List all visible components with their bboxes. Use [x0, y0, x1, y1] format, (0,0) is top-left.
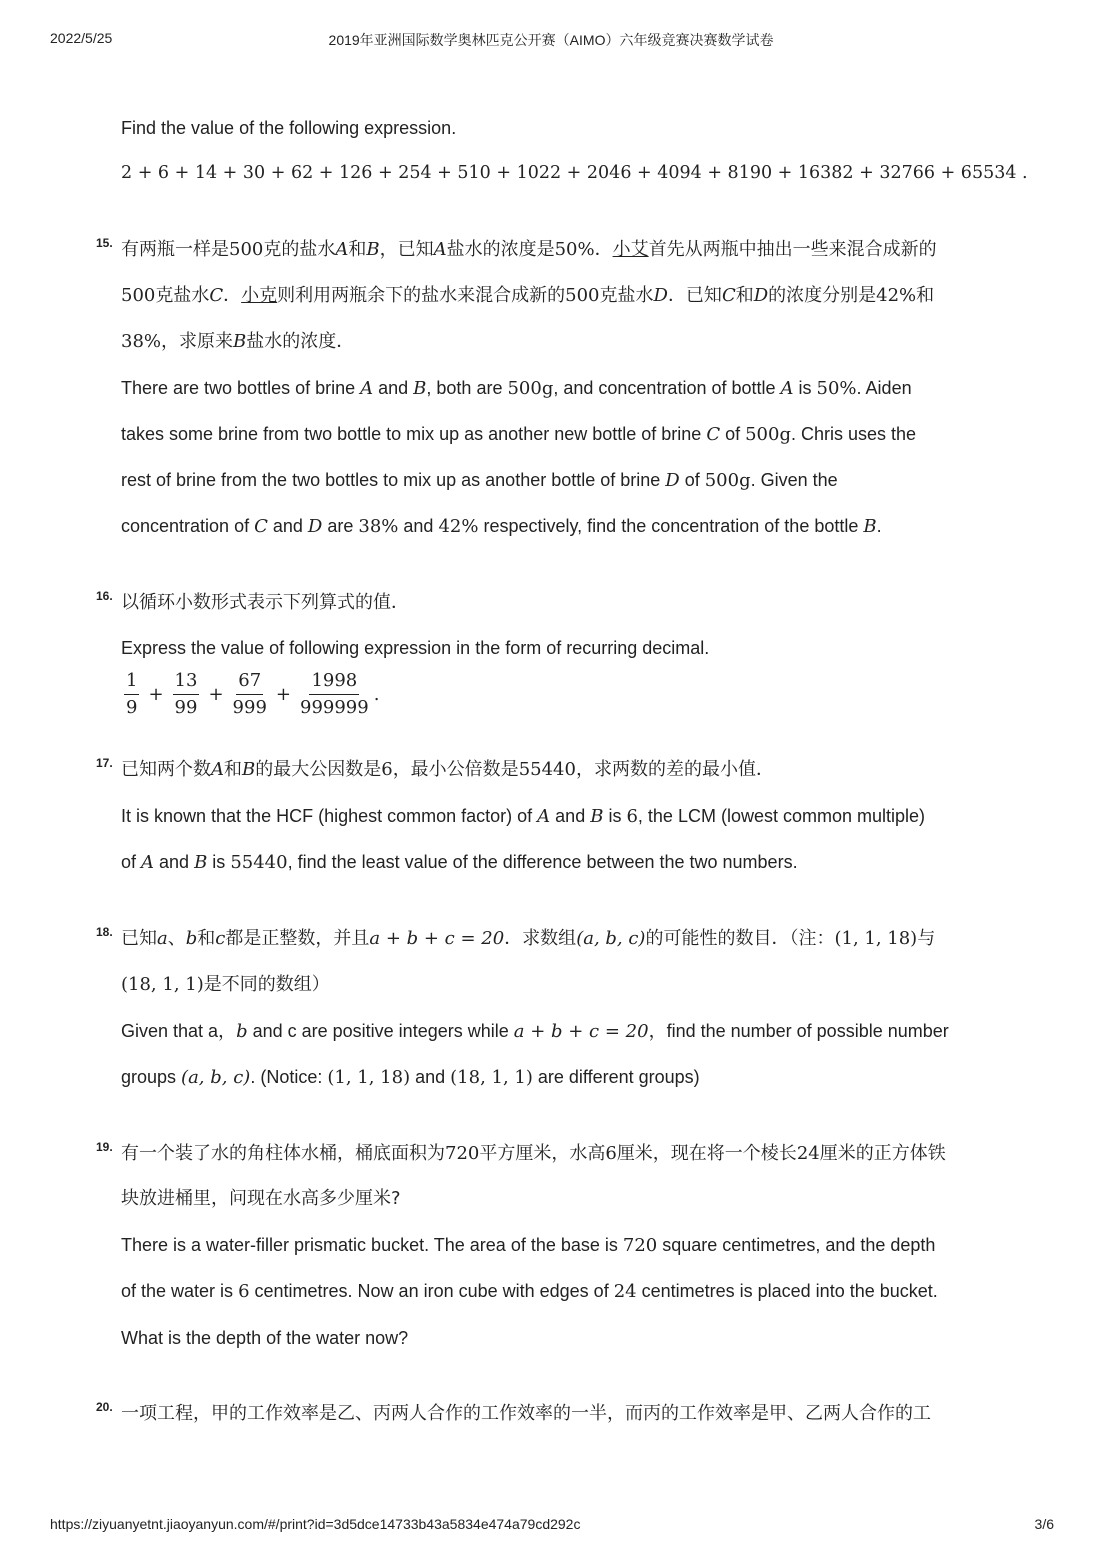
q19-en-line3: What is the depth of the water now? — [121, 1328, 409, 1348]
q16-english: Express the value of following expression in the form of recurring decimal. — [121, 638, 710, 658]
fraction-2: $\frac{13}{99}$ — [174, 669, 198, 718]
fraction-4: $\frac{1998}{999999}$ — [300, 669, 369, 718]
q15-number: 15. — [96, 236, 113, 250]
q17-chinese: 已知两个数A和B的最大公因数是6，最小公倍数是55440，求两数的差的最小值． — [121, 759, 774, 780]
q15-cn-line3: 38%，求原来B盐水的浓度． — [121, 331, 355, 352]
q18-number: 18. — [96, 925, 113, 939]
q15-cn-line1: 有两瓶一样是500克的盐水A和B，已知A盐水的浓度是50%．小艾首先从两瓶中抽出一些来混合成新的 — [121, 239, 937, 260]
q14-expression: 2 + 6 + 14 + 30 + 62 + 126 + 254 + 510 + 1022 + 2046 + 4094 + 8190 + 16382 + 32766 + 65534 . — [121, 163, 1028, 183]
page-number: 3/6 — [1034, 1516, 1054, 1532]
q15-cn-line2: 500克盐水C．小克则利用两瓶余下的盐水来混合成新的500克盐水D．已知C和D的浓度分别是42%和 — [121, 285, 935, 306]
q15-en-line1: There are two bottles of brine A and B, both are 500g, and concentration of bottle A is 50%. Aiden — [121, 378, 912, 399]
q17-number: 17. — [96, 756, 113, 770]
q16-fraction-expression: $\frac{1}{9}$ + $\frac{13}{99}$ + $\frac{67}{999}$ + $\frac{1998}{999999}$ . — [126, 669, 380, 718]
q18-cn-line2: (18, 1, 1)是不同的数组） — [121, 974, 330, 995]
name-xiaoke: 小克 — [241, 285, 278, 306]
q17-en-line1: It is known that the HCF (highest common factor) of A and B is 6, the LCM (lowest common multiple) — [121, 806, 926, 827]
fraction-3: $\frac{67}{999}$ — [232, 669, 267, 718]
q19-en-line1: There is a water-filler prismatic bucket. The area of the base is 720 square centimetres, and the depth — [121, 1235, 936, 1256]
print-date: 2022/5/25 — [50, 30, 113, 46]
q18-en-line2: groups (a, b, c). (Notice: (1, 1, 18) and (18, 1, 1) are different groups) — [121, 1067, 700, 1088]
fraction-1: $\frac{1}{9}$ — [126, 669, 138, 718]
q19-en-line2: of the water is 6 centimetres. Now an iron cube with edges of 24 centimetres is placed into the bucket. — [121, 1281, 938, 1302]
q19-number: 19. — [96, 1140, 113, 1154]
q17-en-line2: of A and B is 55440, find the least value of the difference between the two numbers. — [121, 852, 798, 873]
q15-en-line4: concentration of C and D are 38% and 42% respectively, find the concentration of the bottle B. — [121, 516, 882, 537]
q15-en-line2: takes some brine from two bottle to mix up as another new bottle of brine C of 500g. Chris uses the — [121, 424, 917, 445]
q15-en-line3: rest of brine from the two bottles to mix up as another bottle of brine D of 500g. Given the — [121, 470, 838, 491]
q14-english: Find the value of the following expression. — [121, 118, 457, 138]
page-url: https://ziyuanyetnt.jiaoyanyun.com/#/print?id=3d5dce14733b43a5834e474a79cd292c — [50, 1516, 581, 1532]
document-title: 2019年亚洲国际数学奥林匹克公开赛（AIMO）六年级竞赛决赛数学试卷 — [328, 32, 774, 48]
q18-cn-line1: 已知a、b和c都是正整数，并且a + b + c = 20．求数组(a, b, c)的可能性的数目．（注：(1, 1, 18)与 — [121, 928, 936, 949]
q20-number: 20. — [96, 1400, 113, 1414]
q16-number: 16. — [96, 589, 113, 603]
q19-cn-line1: 有一个装了水的角柱体水桶，桶底面积为720平方厘米，水高6厘米，现在将一个棱长24厘米的正方体铁 — [121, 1143, 946, 1164]
q18-en-line1: Given that a，b and c are positive integers while a + b + c = 20，find the number of possible number — [121, 1021, 949, 1042]
name-xiaoai: 小艾 — [612, 239, 649, 260]
q16-chinese: 以循环小数形式表示下列算式的值． — [121, 592, 409, 613]
q19-cn-line2: 块放进桶里，问现在水高多少厘米? — [121, 1188, 401, 1209]
q20-chinese: 一项工程，甲的工作效率是乙、丙两人合作的工作效率的一半，而丙的工作效率是甲、乙两人合作的工 — [121, 1403, 931, 1424]
